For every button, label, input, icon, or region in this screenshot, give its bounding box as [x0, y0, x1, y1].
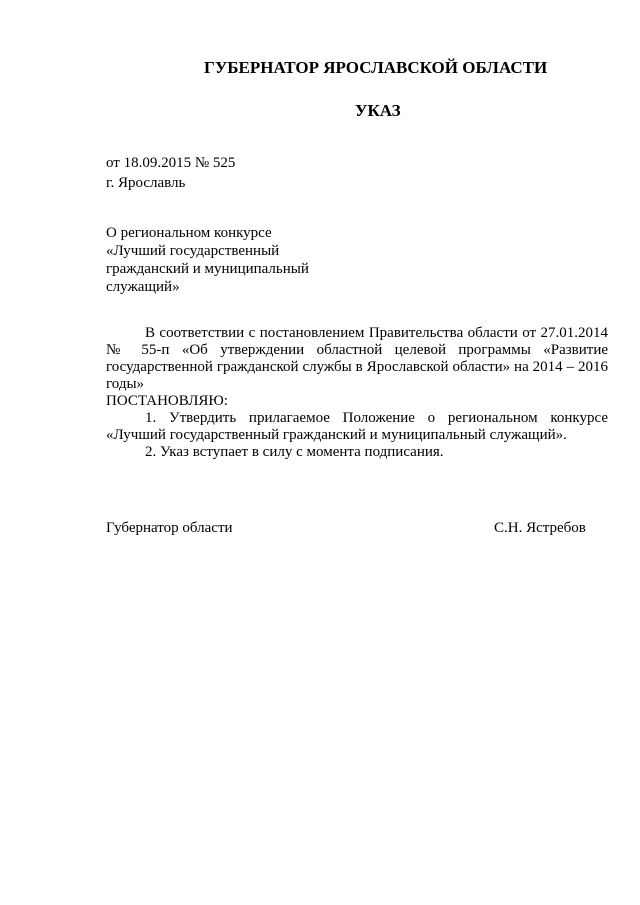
- document-body: [106, 325, 608, 461]
- signature-name: С.Н. Ястребов: [494, 520, 586, 536]
- subject-line-1: О региональном конкурсе: [106, 225, 272, 241]
- signature-position: Губернатор области: [106, 520, 233, 536]
- item-2-text: Указ вступает в силу с момента подписания.: [160, 444, 444, 460]
- subject-line-3: гражданский и муниципальный: [106, 261, 309, 277]
- item-1-text: Утвердить прилагаемое Положение о региональном конкурсе «Лучший государственный гражданский и муниципальный служащий».: [106, 410, 609, 443]
- city: г. Ярославль: [106, 175, 186, 191]
- subject-line-2: «Лучший государственный: [106, 243, 280, 259]
- date-number: от 18.09.2015 № 525: [106, 155, 236, 171]
- item-1-number: 1.: [145, 410, 157, 426]
- preamble: В соответствии с постановлением Правительства области от 27.01.2014 № 55-п «Об утверждении областной целевой программы «Развитие государственной гражданской службы в Ярославской области» на 2014 – 2016 годы»: [106, 325, 608, 392]
- document-subject: [106, 224, 309, 296]
- subject-line-4: служащий»: [106, 279, 180, 295]
- item-2-number: 2.: [145, 444, 157, 460]
- decree-item-2: [106, 444, 608, 461]
- document-title: ГУБЕРНАТОР ЯРОСЛАВСКОЙ ОБЛАСТИ: [204, 58, 548, 77]
- document-type: УКАЗ: [355, 101, 401, 120]
- decree-item-1: [106, 410, 608, 444]
- decree-word: ПОСТАНОВЛЯЮ:: [106, 393, 228, 409]
- document-meta: [106, 153, 235, 193]
